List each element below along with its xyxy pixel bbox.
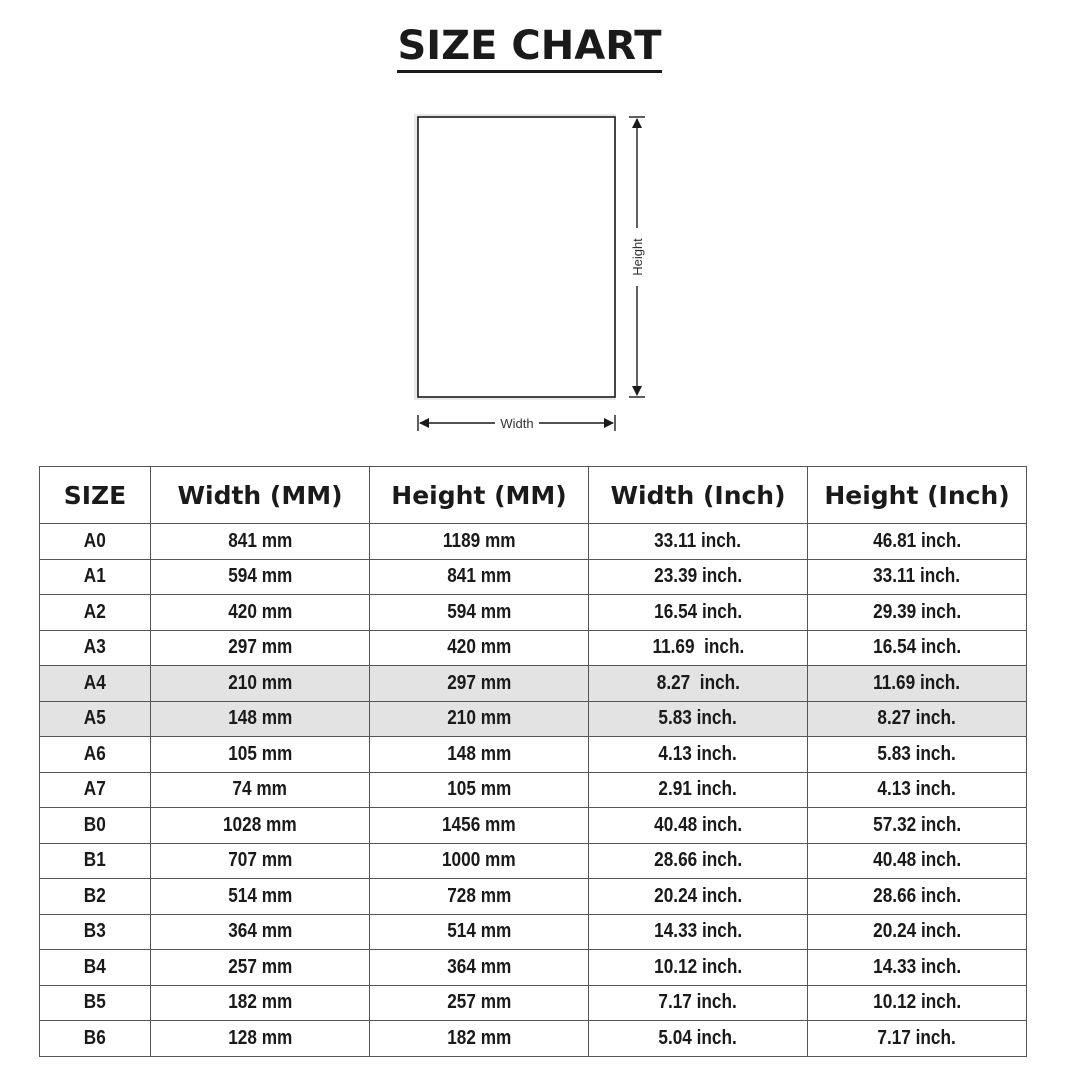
cell-size	[40, 843, 151, 879]
cell-width-inch-text: 10.12 inch.	[654, 955, 742, 978]
cell-width-mm-text: 182 mm	[227, 991, 293, 1014]
cell-width-inch	[589, 950, 808, 986]
cell-height-inch-text: 10.12 inch.	[873, 991, 961, 1014]
cell-height-inch	[808, 524, 1027, 560]
paper-dimension-diagram	[400, 100, 660, 440]
cell-height-inch	[808, 772, 1027, 808]
cell-height-inch-text: 57.32 inch.	[873, 813, 961, 836]
cell-size-text: A5	[83, 707, 106, 730]
table-row	[40, 879, 1027, 915]
cell-width-mm	[151, 950, 370, 986]
cell-width-mm-text: 420 mm	[227, 600, 293, 623]
cell-height-mm	[370, 985, 589, 1021]
cell-size-text: A1	[83, 565, 106, 588]
cell-size-text: B4	[83, 955, 106, 978]
size-table-header	[40, 467, 1027, 524]
header-height-mm: Height (MM)	[370, 467, 589, 524]
cell-width-inch	[589, 666, 808, 702]
cell-height-mm-text: 297 mm	[446, 671, 512, 694]
cell-height-mm-text: 594 mm	[446, 600, 512, 623]
table-row	[40, 666, 1027, 702]
cell-height-inch-text: 46.81 inch.	[873, 529, 961, 552]
table-row	[40, 808, 1027, 844]
cell-size	[40, 559, 151, 595]
cell-width-inch-text: 20.24 inch.	[654, 884, 742, 907]
cell-height-inch-text: 28.66 inch.	[873, 884, 961, 907]
cell-height-inch-text: 7.17 inch.	[877, 1026, 957, 1049]
size-table	[39, 466, 1027, 1057]
cell-width-inch-text: 40.48 inch.	[654, 813, 742, 836]
cell-size	[40, 950, 151, 986]
width-label: Width	[500, 416, 534, 431]
cell-width-mm	[151, 524, 370, 560]
cell-height-mm	[370, 1021, 589, 1057]
cell-width-inch-text: 7.17 inch.	[658, 991, 738, 1014]
cell-height-mm-text: 728 mm	[446, 884, 512, 907]
cell-height-mm-text: 210 mm	[446, 707, 512, 730]
table-row	[40, 595, 1027, 631]
cell-height-mm	[370, 843, 589, 879]
cell-width-mm-text: 128 mm	[227, 1026, 293, 1049]
cell-width-inch	[589, 914, 808, 950]
cell-width-inch	[589, 879, 808, 915]
cell-height-inch	[808, 914, 1027, 950]
cell-width-mm-text: 364 mm	[227, 920, 293, 943]
cell-height-mm	[370, 914, 589, 950]
paper-sheet	[418, 117, 615, 397]
cell-height-mm	[370, 666, 589, 702]
cell-width-mm-text: 257 mm	[227, 955, 293, 978]
cell-size-text: B0	[83, 813, 106, 836]
cell-size-text: B6	[83, 1026, 106, 1049]
cell-width-mm-text: 297 mm	[227, 636, 293, 659]
header-height-inch: Height (Inch)	[808, 467, 1027, 524]
cell-height-inch	[808, 879, 1027, 915]
table-row	[40, 737, 1027, 773]
cell-width-inch	[589, 1021, 808, 1057]
table-row	[40, 524, 1027, 560]
table-row	[40, 985, 1027, 1021]
cell-height-mm	[370, 559, 589, 595]
cell-height-inch	[808, 595, 1027, 631]
cell-width-mm	[151, 772, 370, 808]
table-row	[40, 843, 1027, 879]
page-title	[0, 18, 1059, 74]
cell-width-mm	[151, 985, 370, 1021]
cell-height-inch-text: 29.39 inch.	[873, 600, 961, 623]
cell-height-mm-text: 420 mm	[446, 636, 512, 659]
cell-size-text: A4	[83, 671, 106, 694]
cell-size	[40, 808, 151, 844]
page-title-text: SIZE CHART	[397, 24, 661, 73]
cell-width-inch	[589, 772, 808, 808]
cell-size	[40, 772, 151, 808]
cell-width-mm-text: 210 mm	[227, 671, 293, 694]
cell-size	[40, 737, 151, 773]
cell-height-mm	[370, 737, 589, 773]
table-row	[40, 701, 1027, 737]
height-label: Height	[630, 238, 645, 276]
cell-width-mm-text: 594 mm	[227, 565, 293, 588]
cell-height-inch	[808, 1021, 1027, 1057]
cell-width-mm	[151, 595, 370, 631]
cell-size	[40, 630, 151, 666]
table-row	[40, 559, 1027, 595]
cell-size	[40, 666, 151, 702]
cell-height-mm	[370, 630, 589, 666]
cell-height-mm	[370, 879, 589, 915]
cell-height-inch-text: 5.83 inch.	[877, 742, 957, 765]
cell-height-mm-text: 257 mm	[446, 991, 512, 1014]
cell-width-inch-text: 5.83 inch.	[658, 707, 738, 730]
cell-width-inch	[589, 630, 808, 666]
cell-width-mm	[151, 630, 370, 666]
cell-height-inch-text: 4.13 inch.	[877, 778, 957, 801]
cell-height-mm	[370, 808, 589, 844]
cell-size	[40, 595, 151, 631]
cell-height-mm	[370, 524, 589, 560]
cell-height-inch	[808, 666, 1027, 702]
cell-height-inch	[808, 843, 1027, 879]
table-row	[40, 772, 1027, 808]
cell-height-mm-text: 1189 mm	[442, 529, 516, 552]
cell-size	[40, 985, 151, 1021]
cell-size-text: A0	[83, 529, 106, 552]
table-row	[40, 914, 1027, 950]
cell-size-text: B5	[83, 991, 106, 1014]
cell-size	[40, 1021, 151, 1057]
cell-width-mm-text: 841 mm	[227, 529, 293, 552]
cell-width-inch	[589, 808, 808, 844]
cell-height-mm	[370, 772, 589, 808]
cell-width-inch	[589, 701, 808, 737]
cell-width-mm-text: 105 mm	[227, 742, 293, 765]
cell-height-mm-text: 1000 mm	[442, 849, 516, 872]
cell-width-mm	[151, 701, 370, 737]
cell-width-inch	[589, 737, 808, 773]
table-row	[40, 630, 1027, 666]
cell-size-text: B2	[83, 884, 106, 907]
cell-height-inch	[808, 701, 1027, 737]
cell-height-mm	[370, 595, 589, 631]
cell-height-inch	[808, 950, 1027, 986]
cell-width-inch-text: 5.04 inch.	[658, 1026, 738, 1049]
cell-height-inch-text: 40.48 inch.	[873, 849, 961, 872]
cell-height-inch	[808, 737, 1027, 773]
cell-size	[40, 524, 151, 560]
cell-width-mm	[151, 737, 370, 773]
cell-width-inch	[589, 843, 808, 879]
cell-width-inch-text: 2.91 inch.	[658, 778, 738, 801]
cell-width-inch	[589, 524, 808, 560]
cell-width-mm	[151, 666, 370, 702]
cell-width-mm	[151, 879, 370, 915]
cell-width-inch	[589, 985, 808, 1021]
size-table-body	[40, 524, 1027, 1057]
cell-height-inch-text: 11.69 inch.	[873, 671, 961, 694]
cell-height-mm-text: 1456 mm	[442, 813, 516, 836]
cell-height-mm-text: 182 mm	[446, 1026, 512, 1049]
cell-size	[40, 914, 151, 950]
header-width-inch: Width (Inch)	[589, 467, 808, 524]
cell-width-inch-text: 23.39 inch.	[654, 565, 742, 588]
cell-size-text: B1	[83, 849, 106, 872]
cell-height-inch-text: 33.11 inch.	[873, 565, 961, 588]
cell-width-inch	[589, 559, 808, 595]
table-row	[40, 950, 1027, 986]
cell-size	[40, 879, 151, 915]
cell-height-inch	[808, 559, 1027, 595]
cell-size-text: A3	[83, 636, 106, 659]
cell-height-mm-text: 148 mm	[446, 742, 512, 765]
cell-size-text: A7	[83, 778, 106, 801]
cell-width-mm-text: 514 mm	[227, 884, 293, 907]
paper-diagram-svg	[400, 100, 660, 440]
cell-width-mm-text: 707 mm	[227, 849, 293, 872]
cell-height-inch-text: 16.54 inch.	[873, 636, 961, 659]
cell-width-mm-text: 148 mm	[227, 707, 293, 730]
cell-width-inch	[589, 595, 808, 631]
cell-height-inch	[808, 630, 1027, 666]
cell-height-mm-text: 105 mm	[446, 778, 512, 801]
cell-height-mm	[370, 701, 589, 737]
cell-height-inch-text: 20.24 inch.	[873, 920, 961, 943]
cell-size-text: A6	[83, 742, 106, 765]
cell-height-mm-text: 364 mm	[446, 955, 512, 978]
cell-width-mm	[151, 1021, 370, 1057]
cell-width-inch-text: 14.33 inch.	[654, 920, 742, 943]
cell-height-inch-text: 14.33 inch.	[873, 955, 961, 978]
cell-height-inch	[808, 985, 1027, 1021]
cell-height-mm	[370, 950, 589, 986]
cell-height-mm-text: 841 mm	[446, 565, 512, 588]
cell-height-inch	[808, 808, 1027, 844]
cell-width-mm	[151, 808, 370, 844]
cell-width-mm-text: 74 mm	[232, 778, 288, 801]
table-row	[40, 1021, 1027, 1057]
header-width-mm: Width (MM)	[151, 467, 370, 524]
cell-width-inch-text: 16.54 inch.	[654, 600, 742, 623]
cell-width-inch-text: 11.69 inch.	[652, 636, 744, 659]
cell-size	[40, 701, 151, 737]
cell-width-inch-text: 28.66 inch.	[654, 849, 742, 872]
cell-width-mm-text: 1028 mm	[223, 813, 297, 836]
cell-height-inch-text: 8.27 inch.	[877, 707, 957, 730]
cell-width-inch-text: 8.27 inch.	[656, 671, 740, 694]
header-row	[40, 467, 1027, 524]
cell-height-mm-text: 514 mm	[446, 920, 512, 943]
cell-width-mm	[151, 559, 370, 595]
header-size: SIZE	[40, 467, 151, 524]
cell-size-text: A2	[83, 600, 106, 623]
cell-width-mm	[151, 914, 370, 950]
cell-size-text: B3	[83, 920, 106, 943]
cell-width-inch-text: 4.13 inch.	[658, 742, 738, 765]
cell-width-mm	[151, 843, 370, 879]
cell-width-inch-text: 33.11 inch.	[654, 529, 742, 552]
